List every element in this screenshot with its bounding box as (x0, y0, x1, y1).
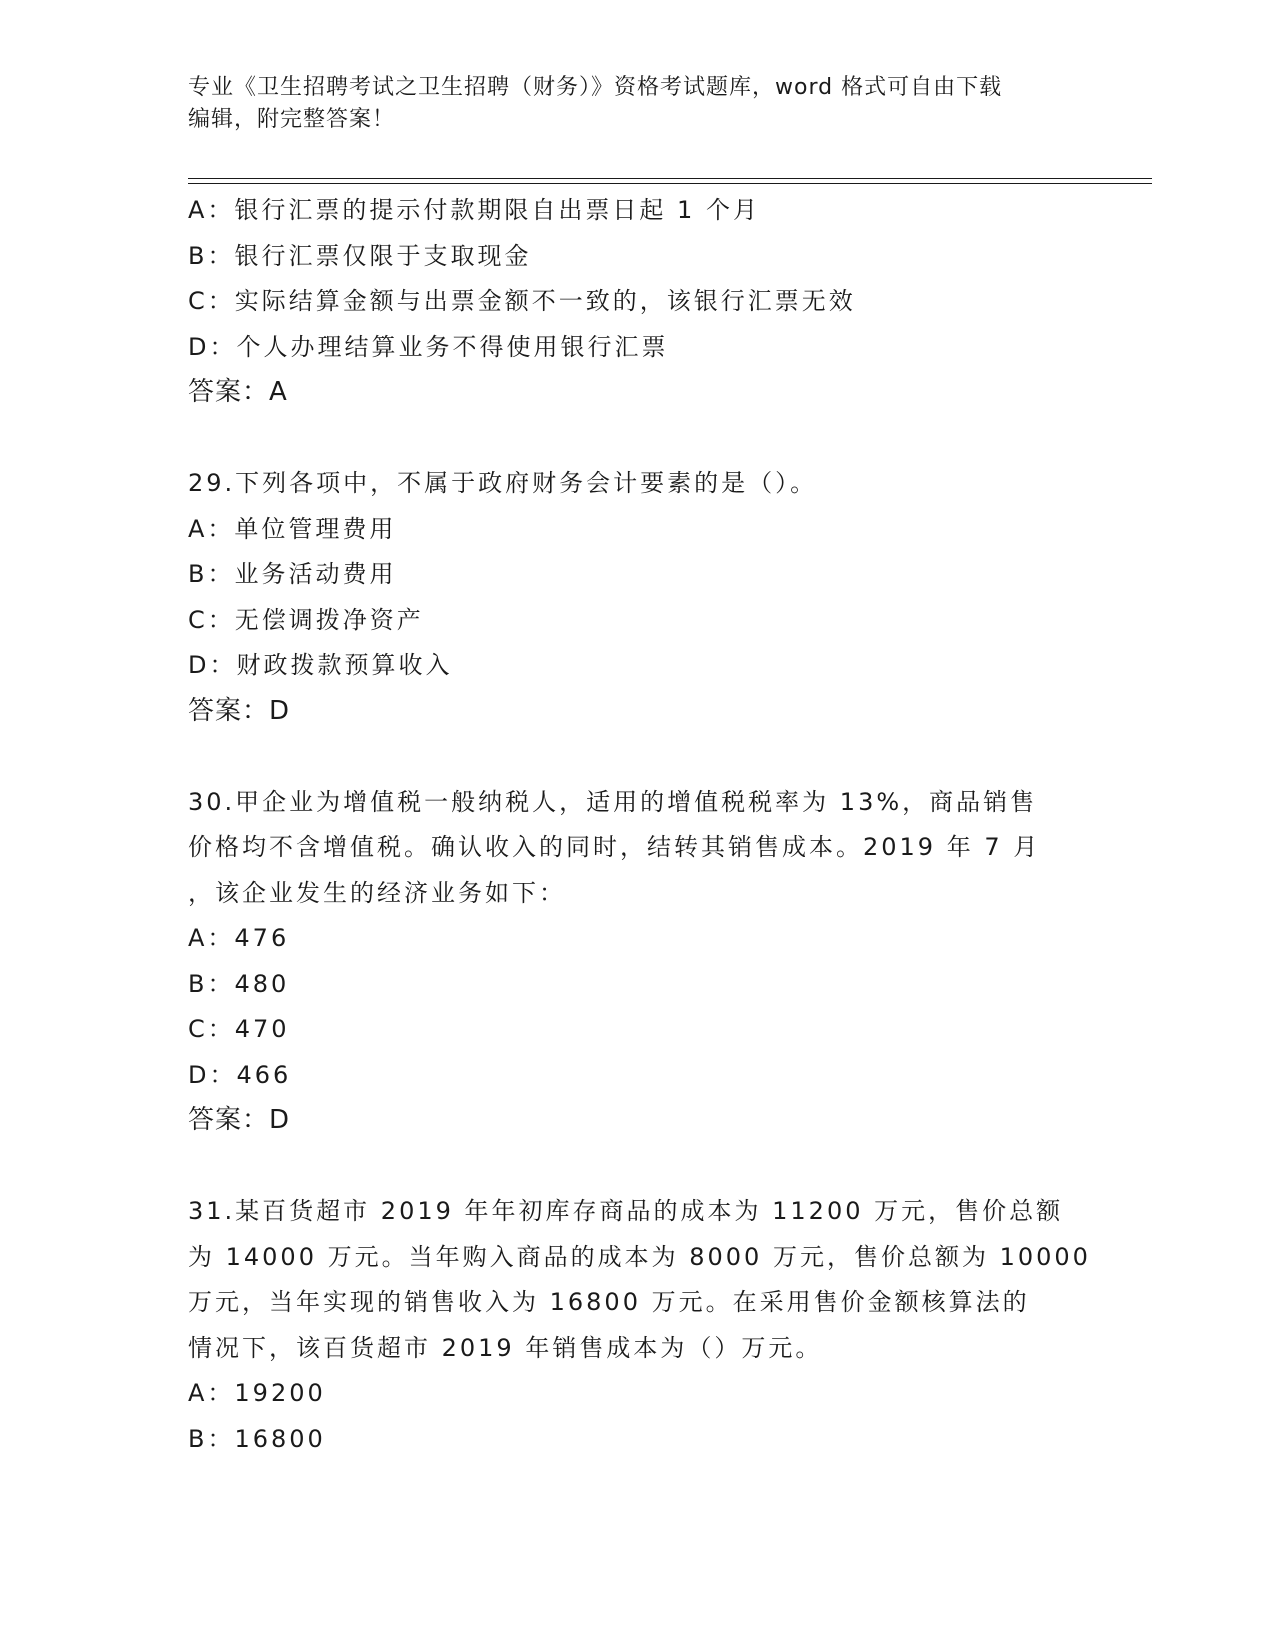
answer: 答案：D (188, 695, 291, 726)
answer: 答案：A (188, 377, 288, 407)
question-text-line-2: 价格均不含增值税。确认收入的同时，结转其销售成本。2019 年 7 月 (188, 833, 1041, 861)
option-d: D：个人办理结算业务不得使用银行汇票 (188, 332, 669, 361)
question-30 (188, 780, 1088, 1144)
option-c: C：470 (188, 1015, 290, 1043)
question-content (188, 188, 1091, 1462)
spacer (188, 416, 1088, 462)
question-text-line-3: ，该企业发生的经济业务如下： (188, 878, 566, 907)
question-text-line-3: 万元，当年实现的销售收入为 16800 万元。在采用售价金额核算法的 (188, 1288, 1030, 1316)
option-a: A：单位管理费用 (188, 514, 397, 543)
document-header (188, 72, 1068, 136)
option-d: D：466 (188, 1060, 292, 1089)
option-a: A：476 (188, 924, 290, 952)
question-29 (188, 461, 1088, 734)
question-text-line-1: 31.某百货超市 2019 年年初库存商品的成本为 11200 万元，售价总额 (188, 1197, 1064, 1225)
question-text-line-2: 为 14000 万元。当年购入商品的成本为 8000 万元，售价总额为 10000 (188, 1242, 1091, 1271)
question-text-line-1: 30.甲企业为增值税一般纳税人，适用的增值税税率为 13%，商品销售 (188, 787, 1038, 816)
option-b: B：银行汇票仅限于支取现金 (188, 241, 532, 270)
option-b: B：480 (188, 969, 290, 998)
option-b: B：16800 (188, 1424, 326, 1453)
option-a: A：银行汇票的提示付款期限自出票日起 1 个月 (188, 196, 760, 224)
header-line-1: 专业《卫生招聘考试之卫生招聘（财务）》资格考试题库，word 格式可自由下载 (188, 75, 1003, 100)
question-28 (188, 188, 1088, 416)
spacer (188, 1144, 1088, 1190)
spacer (188, 734, 1088, 780)
option-b: B：业务活动费用 (188, 560, 397, 588)
option-c: C：实际结算金额与出票金额不一致的，该银行汇票无效 (188, 287, 856, 315)
option-d: D：财政拨款预算收入 (188, 651, 453, 679)
question-text-line-4: 情况下，该百货超市 2019 年销售成本为（）万元。 (188, 1333, 823, 1362)
option-c: C：无偿调拨净资产 (188, 605, 424, 634)
header-divider-top (188, 178, 1152, 179)
question-31 (188, 1189, 1091, 1462)
answer: 答案：D (188, 1105, 291, 1135)
question-text: 29.下列各项中，不属于政府财务会计要素的是（）。 (188, 469, 818, 497)
option-a: A：19200 (188, 1379, 326, 1407)
header-line-2: 编辑，附完整答案！ (188, 107, 396, 132)
header-divider-bottom (188, 183, 1152, 184)
